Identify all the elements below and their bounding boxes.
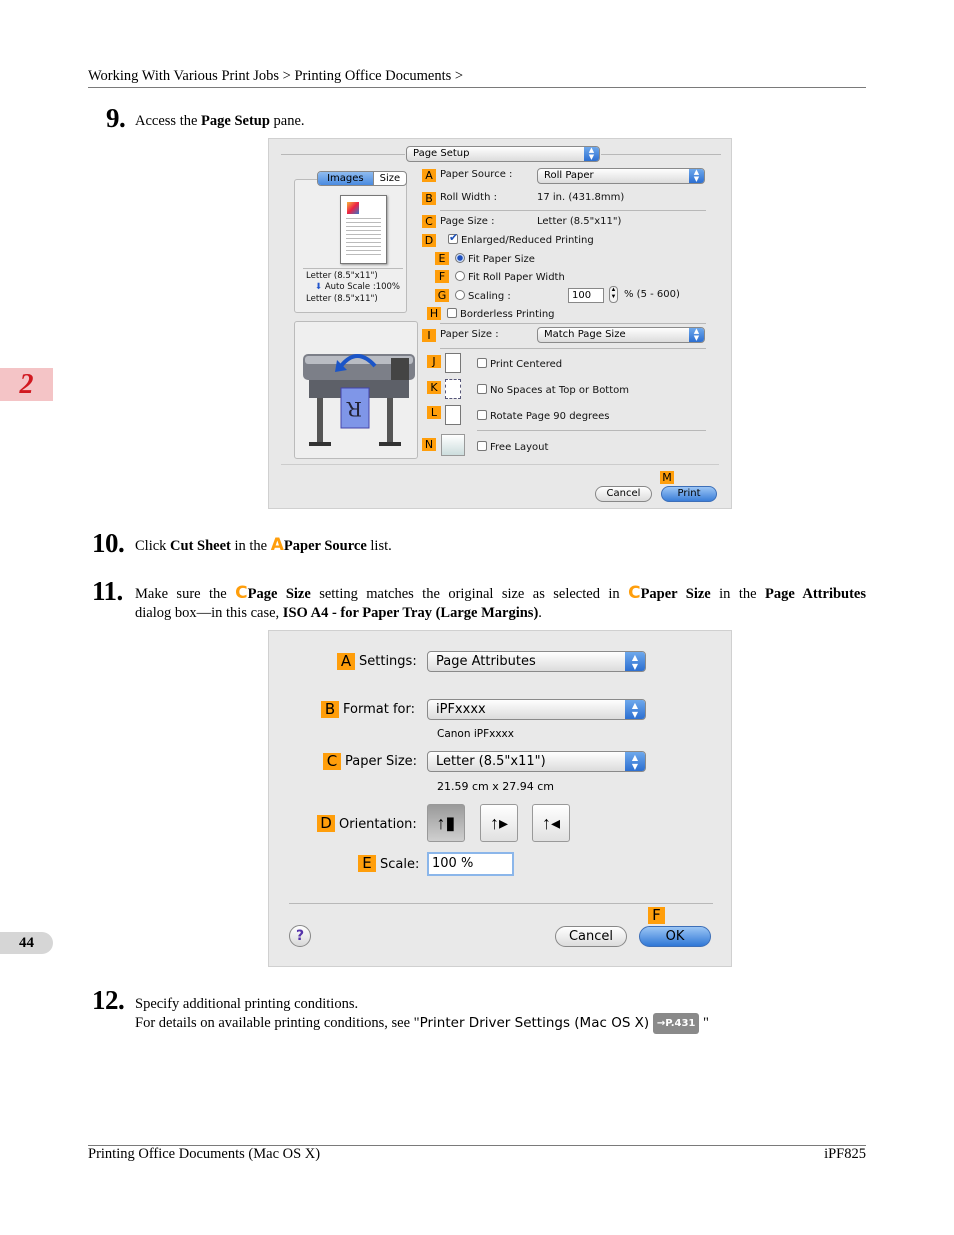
step-11-line2: dialog box—in this case, ISO A4 - for Paper Tray (Large Margins). — [135, 605, 542, 621]
no-spaces-checkbox[interactable]: No Spaces at Top or Bottom — [477, 384, 629, 396]
step-10-text: Click Cut Sheet in the APaper Source list. — [135, 535, 392, 555]
step-number: 10. — [92, 528, 125, 558]
no-spaces-icon — [445, 379, 461, 399]
page-size-label: Page Size : — [440, 216, 495, 227]
badge-f: F — [648, 907, 665, 924]
scaling-radio[interactable]: Scaling : — [455, 290, 511, 302]
help-button[interactable]: ? — [289, 925, 311, 947]
scaling-range: % (5 - 600) — [624, 289, 680, 300]
paper-size-popup[interactable]: Letter (8.5"x11") ▲ ▼ — [427, 751, 646, 772]
page-preview — [340, 195, 387, 264]
scaling-stepper[interactable]: ▲ ▼ — [609, 286, 618, 303]
badge-d: D — [317, 815, 335, 832]
paper-size-label: Paper Size : — [440, 329, 499, 340]
paper-size-label: Paper Size: — [345, 754, 418, 769]
step-number: 9. — [106, 103, 126, 133]
arrow-down-icon: ⬇ — [315, 282, 325, 292]
page-attributes-dialog — [268, 630, 732, 967]
format-sub: Canon iPFxxxx — [437, 728, 514, 740]
printer-panel — [294, 321, 418, 459]
scale-input[interactable]: 100 % — [427, 852, 514, 876]
enlarged-checkbox[interactable]: ✔ Enlarged/Reduced Printing — [449, 231, 594, 246]
preview-tabs — [317, 171, 407, 186]
preview-caption-3: Letter (8.5"x11") — [306, 294, 378, 304]
badge-k: K — [427, 381, 441, 394]
driver-settings-link[interactable]: Printer Driver Settings (Mac OS X) — [419, 1015, 650, 1031]
paper-source-popup[interactable]: Roll Paper ▲ ▼ — [537, 168, 705, 184]
badge-d: D — [422, 234, 436, 247]
reverse-landscape-icon: ↑◂ — [541, 813, 561, 833]
landscape-orientation-button[interactable] — [480, 804, 518, 842]
svg-text:R: R — [346, 397, 362, 421]
format-label: Format for: — [343, 702, 415, 717]
settings-label: Settings: — [359, 654, 417, 669]
page-ref-badge[interactable]: →P.431 — [653, 1013, 700, 1034]
badge-a: A — [422, 169, 436, 182]
breadcrumb: Working With Various Print Jobs > Printing Office Documents > — [88, 68, 464, 84]
step-11-line1: Make sure the CPage Size setting matches the original size as selected in CPaper Size in the Page Attributes — [135, 583, 867, 603]
preview-caption-1: Letter (8.5"x11") — [306, 271, 378, 281]
cancel-button[interactable]: Cancel — [595, 486, 652, 502]
printer-icon — [295, 322, 419, 460]
badge-i: I — [422, 329, 436, 342]
step-number: 11. — [92, 576, 123, 606]
tab-images[interactable]: Images — [318, 172, 373, 185]
landscape-icon: ↑▸ — [489, 813, 509, 833]
rotate-page-icon — [445, 405, 461, 425]
scaling-input[interactable]: 100 — [568, 288, 604, 303]
orientation-label: Orientation: — [339, 817, 417, 832]
badge-n: N — [422, 438, 436, 451]
portrait-orientation-button[interactable] — [427, 804, 465, 842]
paper-size-popup[interactable]: Match Page Size ▲ ▼ — [537, 327, 705, 343]
paper-size-sub: 21.59 cm x 27.94 cm — [437, 780, 555, 793]
footer-left: Printing Office Documents (Mac OS X) — [88, 1146, 321, 1162]
badge-f: F — [435, 270, 449, 283]
portrait-icon: ↑▮ — [436, 813, 456, 833]
settings-popup[interactable]: Page Attributes ▲ ▼ — [427, 651, 646, 672]
step-12-line1: Specify additional printing conditions. — [135, 996, 359, 1012]
free-layout-checkbox[interactable]: Free Layout — [477, 441, 548, 453]
print-centered-icon — [445, 353, 461, 373]
page-size-value: Letter (8.5"x11") — [537, 216, 622, 227]
scale-label: Scale: — [380, 857, 420, 872]
format-popup[interactable]: iPFxxxx ▲ ▼ — [427, 699, 646, 720]
cancel-button[interactable]: Cancel — [555, 926, 627, 947]
badge-j: J — [427, 355, 441, 368]
footer-right: iPF825 — [824, 1146, 866, 1162]
badge-a: A — [337, 653, 355, 670]
badge-b: B — [422, 192, 436, 205]
free-layout-icon — [441, 434, 465, 456]
chapter-tab: 2 — [0, 368, 53, 401]
badge-l: L — [427, 406, 441, 419]
preview-caption-2: ⬇ Auto Scale :100% — [315, 282, 400, 292]
badge-e: E — [358, 855, 376, 872]
badge-m: M — [660, 471, 674, 484]
print-centered-checkbox[interactable]: Print Centered — [477, 358, 562, 370]
page-number-tab: 44 — [0, 932, 53, 954]
page-setup-dialog — [268, 138, 732, 509]
step-number: 12. — [92, 985, 125, 1015]
header-rule — [88, 87, 866, 88]
step-9-text: Access the Page Setup pane. — [135, 113, 305, 129]
paper-source-label: Paper Source : — [440, 169, 513, 180]
badge-h: H — [427, 307, 441, 320]
badge-b: B — [321, 701, 339, 718]
pane-popup[interactable]: Page Setup ▲ ▼ — [406, 146, 600, 162]
roll-width-label: Roll Width : — [440, 192, 497, 203]
badge-c: C — [422, 215, 436, 228]
fit-roll-radio[interactable]: Fit Roll Paper Width — [455, 271, 565, 283]
badge-c: C — [323, 753, 341, 770]
ok-button[interactable]: OK — [639, 926, 711, 947]
tab-size[interactable]: Size — [373, 172, 406, 185]
rotate-checkbox[interactable]: Rotate Page 90 degrees — [477, 410, 609, 422]
fit-paper-radio[interactable]: Fit Paper Size — [455, 253, 535, 265]
badge-g: G — [435, 289, 449, 302]
step-12-line2: For details on available printing conditions, see "Printer Driver Settings (Mac OS X) →P.431 " — [135, 1013, 709, 1034]
reverse-landscape-orientation-button[interactable] — [532, 804, 570, 842]
badge-e: E — [435, 252, 449, 265]
roll-width-value: 17 in. (431.8mm) — [537, 192, 625, 203]
print-button[interactable]: Print — [661, 486, 717, 502]
borderless-checkbox[interactable]: Borderless Printing — [447, 308, 555, 320]
